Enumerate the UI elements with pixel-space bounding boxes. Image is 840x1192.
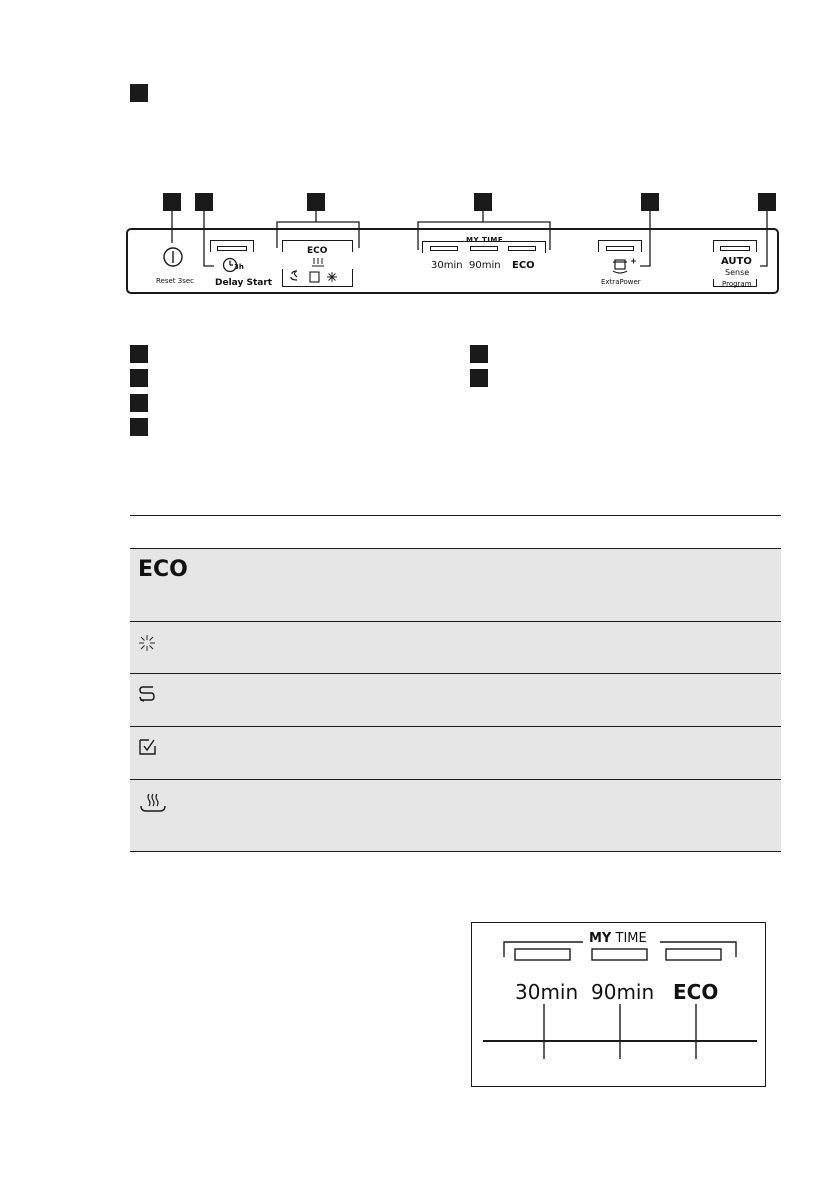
mytime-title-bold: MY <box>589 931 612 946</box>
drying-small-icon <box>311 257 325 267</box>
delay-start-label: Delay Start <box>215 278 273 288</box>
table-header-row <box>130 516 781 549</box>
mytime-detail-title <box>589 931 647 946</box>
auto-indicator <box>720 246 750 251</box>
mytime-panel-title: MY TIME <box>466 236 504 244</box>
indicator-table <box>130 515 781 852</box>
mytime-bar-2 <box>470 246 498 251</box>
eco-icon: ECO <box>138 557 188 582</box>
table-row <box>130 674 781 727</box>
legend-marker-2 <box>130 369 148 387</box>
extrapower-label: ExtraPower <box>601 278 641 286</box>
rinse-aid-icon <box>138 684 156 704</box>
table-row <box>130 780 781 852</box>
sense-label: Sense <box>725 268 750 277</box>
option-90min[interactable]: 90min <box>469 260 501 271</box>
option-30min[interactable]: 30min <box>431 260 463 271</box>
mytime-bar-3 <box>508 246 536 251</box>
table-row <box>130 549 781 622</box>
delay-indicator <box>217 246 247 251</box>
mytime-title-rest: TIME <box>615 931 647 946</box>
delay-hours: 3h <box>234 263 244 271</box>
reset-label: Reset 3sec <box>156 277 195 285</box>
table-row <box>130 727 781 780</box>
status-icons-row <box>289 270 349 284</box>
salt-icon <box>138 737 158 757</box>
sparkle-icon <box>138 634 156 652</box>
drying-icon <box>138 792 168 814</box>
legend-marker-4 <box>130 418 148 436</box>
program-label: Program <box>722 280 752 288</box>
legend-marker-5 <box>470 345 488 363</box>
legend-marker-6 <box>470 369 488 387</box>
legend-marker-1 <box>130 345 148 363</box>
mytime-option-eco: ECO <box>673 980 719 1004</box>
mytime-option-30min: 30min <box>515 980 579 1004</box>
auto-label[interactable]: AUTO <box>721 256 752 267</box>
power-icon[interactable] <box>162 246 184 268</box>
table-row <box>130 622 781 674</box>
extrapower-pot-icon[interactable] <box>612 256 638 274</box>
extrapower-indicator <box>606 246 634 251</box>
mytime-option-90min: 90min <box>591 980 655 1004</box>
mytime-detail-lines <box>471 922 766 1087</box>
mytime-bar-1 <box>430 246 458 251</box>
eco-panel-title: ECO <box>307 246 328 256</box>
option-eco[interactable]: ECO <box>512 260 535 271</box>
legend-marker-3 <box>130 394 148 412</box>
